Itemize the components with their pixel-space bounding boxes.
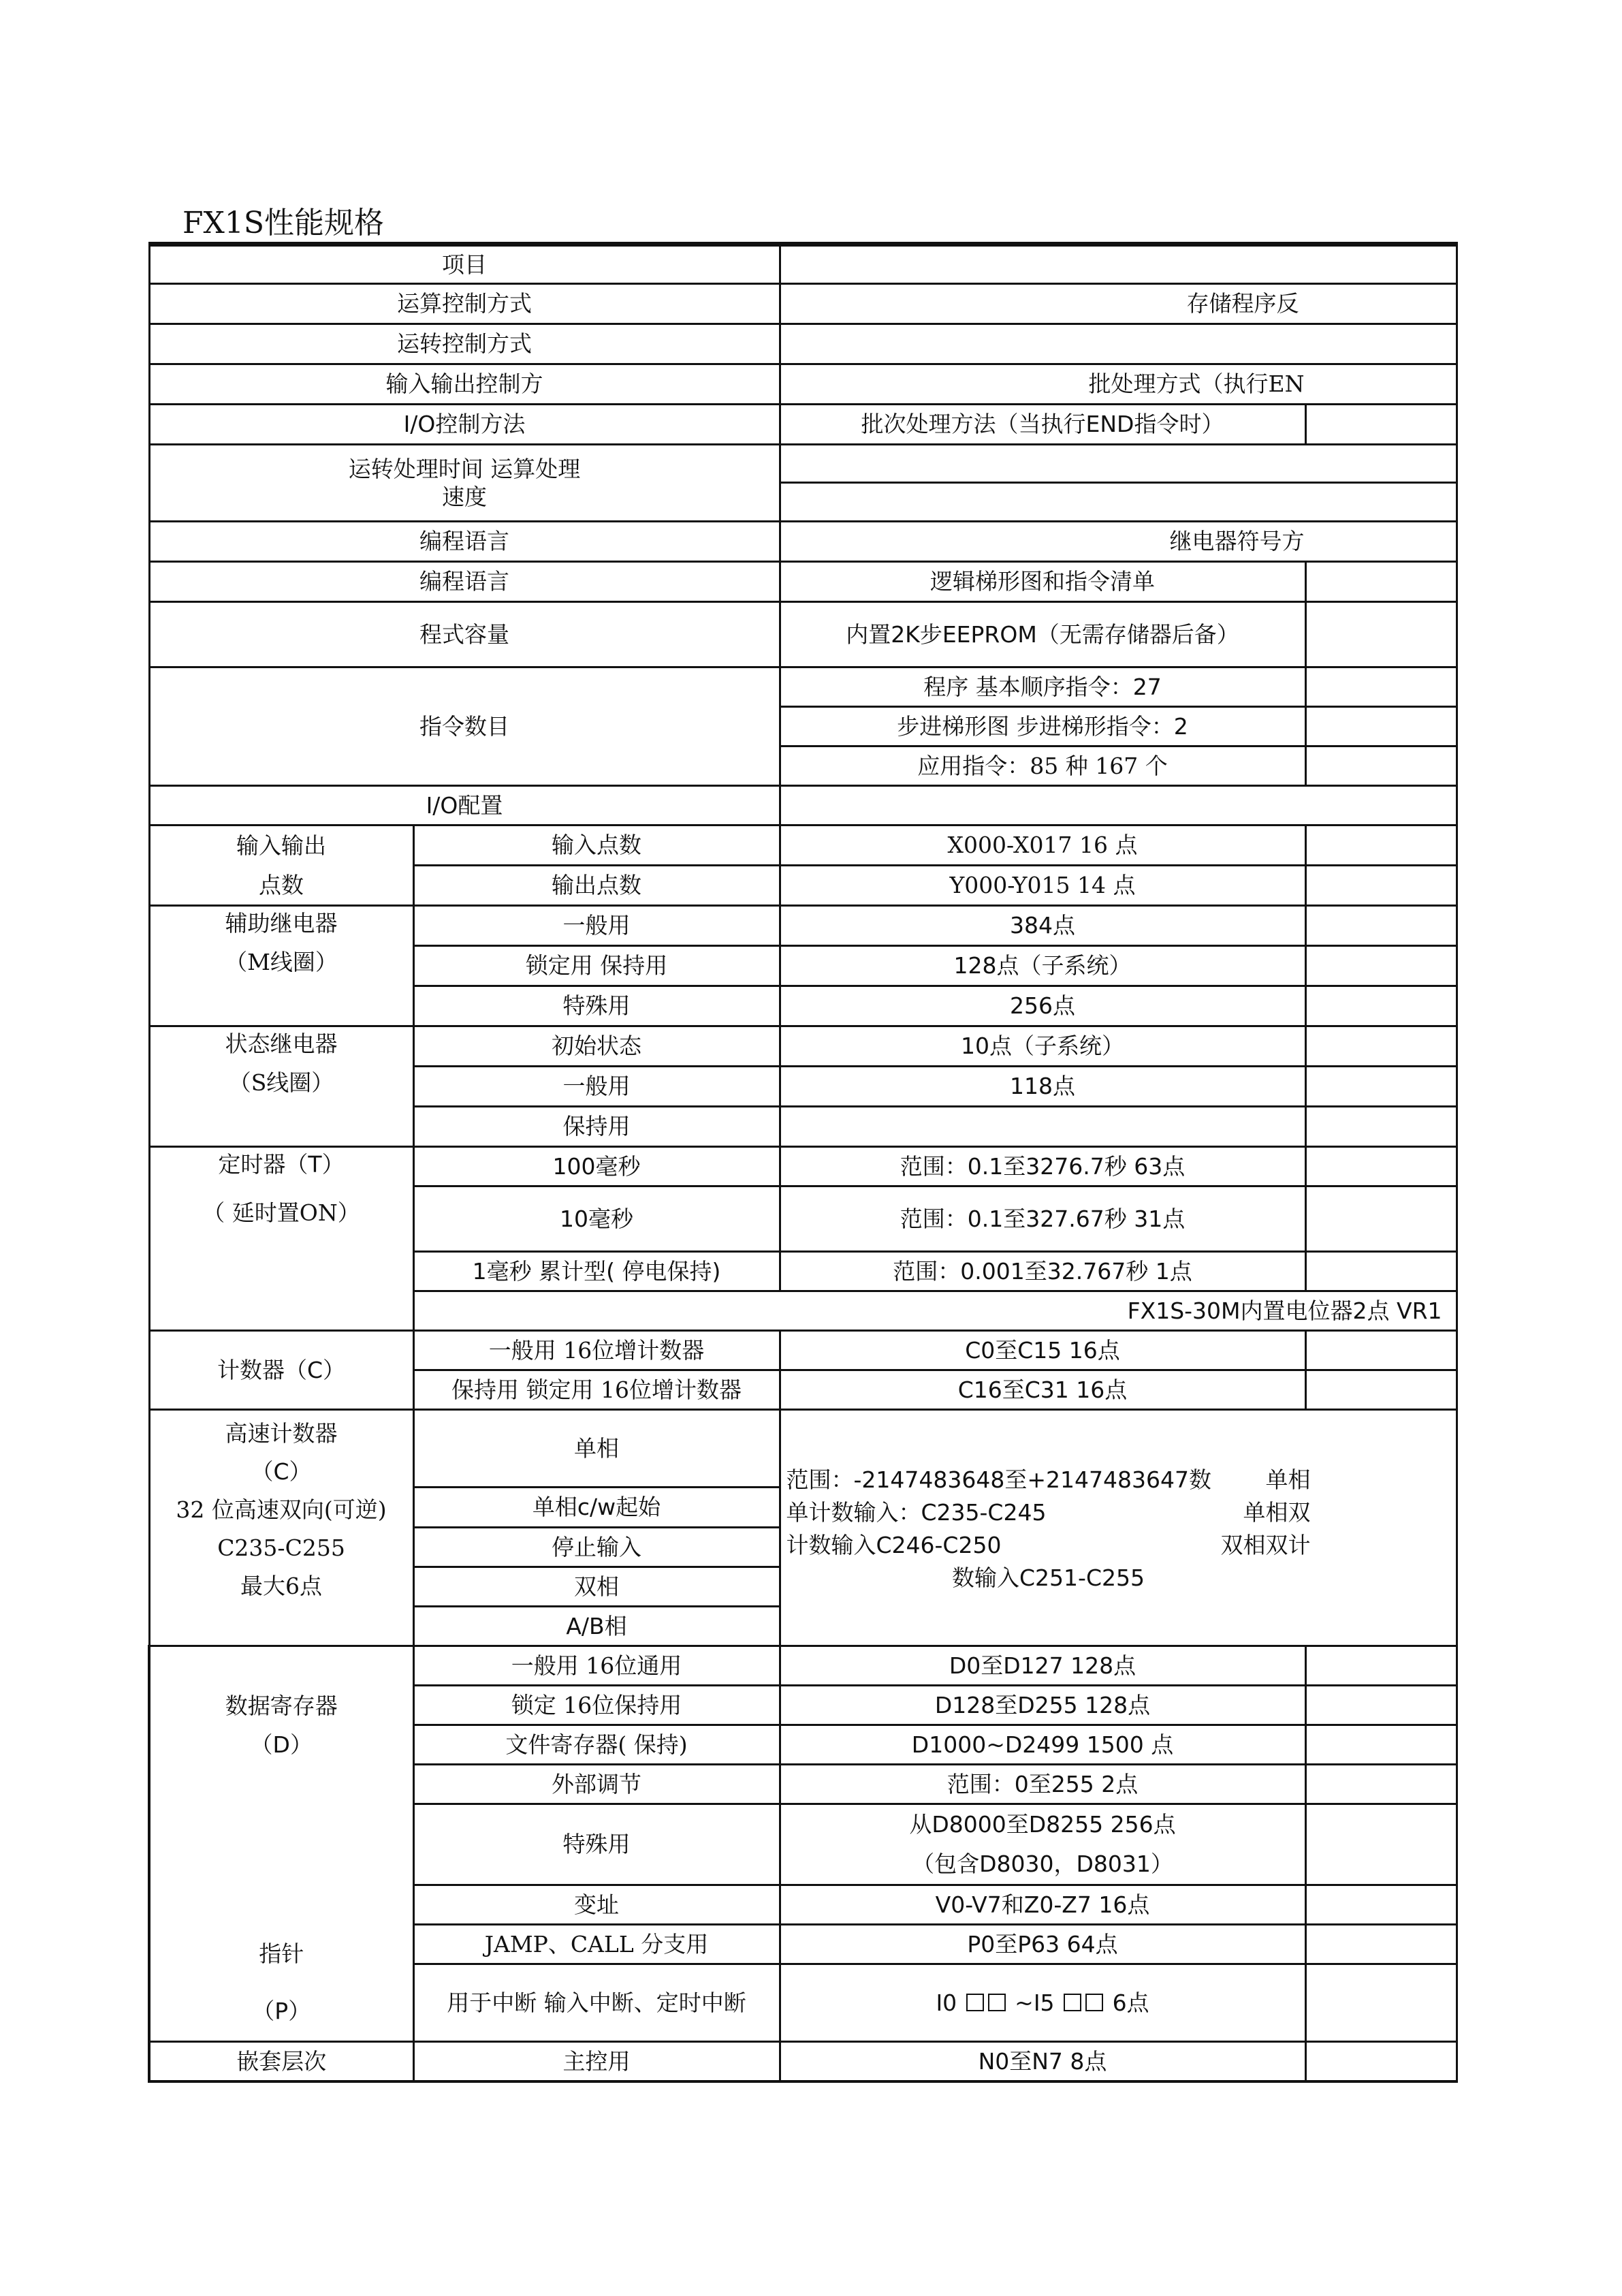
item-label: 双相 (413, 1567, 780, 1607)
table-row (149, 906, 1457, 946)
placeholder-box-icon (988, 1994, 1006, 2011)
item-label: A/B相 (413, 1607, 780, 1646)
group-label (149, 1410, 413, 1646)
item-label: 输出点数 (413, 866, 780, 906)
cut-off-cell (1305, 1331, 1457, 1370)
row-label: 运算控制方式 (149, 284, 780, 324)
row-label: 输入输出控制方 (149, 364, 780, 405)
item-value: D1000~D2499 1500 点 (780, 1725, 1305, 1765)
label-line: C235-C255 (217, 1535, 345, 1561)
item-label: 特殊用 (413, 986, 780, 1026)
item-value (780, 1964, 1305, 2042)
label-line: （M线圈） (225, 949, 338, 976)
row-label: 程式容量 (149, 602, 780, 667)
group-label: 计数器（C） (149, 1331, 413, 1410)
row-value (780, 445, 1457, 483)
cut-off-cell (1305, 562, 1457, 602)
row-value (780, 324, 1457, 364)
table-row (149, 667, 1457, 707)
label-line: 点数 (259, 871, 304, 898)
item-value (780, 1107, 1305, 1147)
item-label: 1毫秒 累计型( 停电保持) (413, 1252, 780, 1291)
cut-off-cell (1305, 1026, 1457, 1067)
row-value: 存储程序反 (780, 284, 1457, 324)
label-line: （S线圈） (228, 1069, 334, 1097)
value-line: 从D8000至D8255 256点 (909, 1811, 1176, 1838)
item-value: 10点（子系统） (780, 1026, 1305, 1067)
item-value: C0至C15 16点 (780, 1331, 1305, 1370)
text-segment: 单计数输入：C235-C245 (786, 1499, 1047, 1526)
item-label: 保持用 (413, 1107, 780, 1147)
cut-off-cell (1305, 986, 1457, 1026)
label-line: 指针 (259, 1940, 304, 1967)
cut-off-cell (1305, 746, 1457, 786)
table-row (149, 522, 1457, 562)
group-label (149, 825, 413, 906)
item-value: X000-X017 16 点 (780, 825, 1305, 866)
item-value (780, 1410, 1457, 1646)
interrupt-count: 6点 (1112, 1989, 1149, 2016)
row-value: 内置2K步EEPROM（无需存储器后备） (780, 602, 1305, 667)
item-label: 外部调节 (413, 1765, 780, 1804)
cut-off-cell (1305, 1725, 1457, 1765)
cut-off-cell (1305, 866, 1457, 906)
label-line: （D） (250, 1731, 313, 1759)
label-line: 最大6点 (240, 1573, 322, 1599)
row-value (780, 483, 1457, 522)
table-row (149, 245, 1457, 284)
item-label: 保持用 锁定用 16位增计数器 (413, 1370, 780, 1410)
table-row (149, 445, 1457, 483)
row-label: 指令数目 (149, 667, 780, 786)
item-label: 文件寄存器( 保持) (413, 1725, 780, 1765)
item-label: 锁定用 保持用 (413, 946, 780, 986)
item-value: V0-V7和Z0-Z7 16点 (780, 1885, 1305, 1925)
cut-off-cell (1305, 1067, 1457, 1107)
cut-off-cell (1305, 1646, 1457, 1686)
cut-off-cell (1305, 1147, 1457, 1186)
item-label: 一般用 16位增计数器 (413, 1331, 780, 1370)
table-row (149, 825, 1457, 866)
label-line: （C） (251, 1458, 312, 1485)
label-line: （ 延时置ON） (202, 1199, 360, 1227)
item-value: 384点 (780, 906, 1305, 946)
row-value (780, 786, 1457, 825)
cut-off-cell (1305, 1765, 1457, 1804)
item-value: 范围：0.1至3276.7秒 63点 (780, 1147, 1305, 1186)
cut-off-cell (1305, 1885, 1457, 1925)
row-label: 项目 (149, 245, 780, 284)
row-value: 逻辑梯形图和指令清单 (780, 562, 1305, 602)
label-line: 辅助继电器 (225, 910, 338, 937)
cut-off-cell (1305, 1107, 1457, 1147)
spec-table-viewport (148, 242, 1442, 2091)
item-value: Y000-Y015 14 点 (780, 866, 1305, 906)
cut-off-cell (1305, 1186, 1457, 1252)
label-line: 输入输出 (236, 832, 326, 860)
cut-off-cell (1305, 602, 1457, 667)
interrupt-start: I0 (936, 1989, 957, 2016)
item-value: 256点 (780, 986, 1305, 1026)
item-value: D128至D255 128点 (780, 1686, 1305, 1725)
item-label: JAMP、CALL 分支用 (413, 1925, 780, 1964)
label-line: 高速计数器 (225, 1420, 338, 1447)
cut-off-cell (1305, 1370, 1457, 1410)
row-value: 批次处理方法（当执行END指令时） (780, 405, 1305, 445)
item-label: 锁定 16位保持用 (413, 1686, 780, 1725)
text-line (786, 1529, 1311, 1562)
cut-off-cell (1305, 1804, 1457, 1885)
cut-off-cell (1305, 906, 1457, 946)
placeholder-box-icon (966, 1994, 984, 2011)
table-row (149, 1646, 1457, 1686)
label-line: （P） (252, 1997, 311, 2024)
row-value: 程序 基本顺序指令：27 (780, 667, 1305, 707)
item-value: P0至P63 64点 (780, 1925, 1305, 1964)
value-line: （包含D8030，D8031） (912, 1851, 1173, 1877)
cut-off-cell (1305, 1686, 1457, 1725)
item-label: 初始状态 (413, 1026, 780, 1067)
row-label: I/O控制方法 (149, 405, 780, 445)
row-label: I/O配置 (149, 786, 780, 825)
label-line: 速度 (442, 484, 487, 510)
row-label: 运转控制方式 (149, 324, 780, 364)
item-value: FX1S-30M内置电位器2点 VR1 (413, 1291, 1457, 1331)
table-row (149, 562, 1457, 602)
document-title: FX1S性能规格 (182, 206, 384, 240)
text-segment: 计数输入C246-C250 (786, 1532, 1002, 1558)
item-value: 118点 (780, 1067, 1305, 1107)
table-row (149, 1925, 1457, 1964)
table-row (149, 1147, 1457, 1186)
cut-off-cell (1305, 1252, 1457, 1291)
text-line (786, 1562, 1311, 1594)
spec-table (148, 242, 1458, 2083)
text-segment: 范围：-2147483648至+2147483647数 (786, 1466, 1211, 1493)
group-label (149, 1646, 413, 1925)
interrupt-end: ~I5 (1015, 1989, 1055, 2016)
table-row (149, 2042, 1457, 2081)
table-row (149, 324, 1457, 364)
item-label: 停止输入 (413, 1528, 780, 1567)
group-label (149, 1147, 413, 1331)
row-label (149, 445, 780, 522)
item-value: 128点（子系统） (780, 946, 1305, 986)
row-value (780, 245, 1457, 284)
text-segment: 单相 (1265, 1466, 1311, 1493)
table-row (149, 364, 1457, 405)
item-value: C16至C31 16点 (780, 1370, 1305, 1410)
table-row (149, 602, 1457, 667)
row-label: 编程语言 (149, 562, 780, 602)
text-line (786, 1496, 1311, 1529)
text-segment: 数输入C251-C255 (952, 1564, 1145, 1591)
group-label (149, 1026, 413, 1147)
item-label: 特殊用 (413, 1804, 780, 1885)
item-label: 变址 (413, 1885, 780, 1925)
row-value: 继电器符号方 (780, 522, 1457, 562)
label-line: 定时器（T） (218, 1151, 345, 1178)
row-value: 步进梯形图 步进梯形指令：2 (780, 707, 1305, 746)
text-segment: 单相双 (1243, 1499, 1311, 1526)
group-label (149, 1925, 413, 2042)
item-label: 单相 (413, 1410, 780, 1488)
label-line: 状态继电器 (225, 1031, 338, 1057)
placeholder-box-icon (1085, 1994, 1103, 2011)
text-segment: 双相双计 (1220, 1532, 1311, 1558)
row-label: 编程语言 (149, 522, 780, 562)
cut-off-cell (1305, 667, 1457, 707)
label-line: 运转处理时间 运算处理 (348, 455, 581, 482)
item-label: 一般用 16位通用 (413, 1646, 780, 1686)
item-label: 10毫秒 (413, 1186, 780, 1252)
item-value: N0至N7 8点 (780, 2042, 1305, 2081)
item-label: 单相c/w起始 (413, 1488, 780, 1528)
item-label: 用于中断 输入中断、定时中断 (413, 1964, 780, 2042)
item-label: 输入点数 (413, 825, 780, 866)
table-row (149, 1331, 1457, 1370)
cut-off-cell (1305, 825, 1457, 866)
label-line: 32 位高速双向(可逆) (176, 1496, 387, 1523)
text-line (786, 1464, 1311, 1496)
cut-off-cell (1305, 707, 1457, 746)
cut-off-cell (1305, 946, 1457, 986)
cut-off-cell (1305, 405, 1457, 445)
table-row (149, 1026, 1457, 1067)
group-label (149, 906, 413, 1026)
row-value: 应用指令：85 种 167 个 (780, 746, 1305, 786)
item-label: 主控用 (413, 2042, 780, 2081)
item-label: 一般用 (413, 1067, 780, 1107)
item-label: 100毫秒 (413, 1147, 780, 1186)
row-value: 批处理方式（执行EN (780, 364, 1457, 405)
item-value: 范围：0至255 2点 (780, 1765, 1305, 1804)
item-value: 范围：0.001至32.767秒 1点 (780, 1252, 1305, 1291)
table-row (149, 786, 1457, 825)
group-label: 嵌套层次 (149, 2042, 413, 2081)
table-row (149, 284, 1457, 324)
cut-off-cell (1305, 1925, 1457, 1964)
table-row (149, 1410, 1457, 1488)
table-row (149, 405, 1457, 445)
item-label: 一般用 (413, 906, 780, 946)
cut-off-cell (1305, 2042, 1457, 2081)
label-line: 数据寄存器 (225, 1693, 338, 1719)
placeholder-box-icon (1064, 1994, 1081, 2011)
item-value: 范围：0.1至327.67秒 31点 (780, 1186, 1305, 1252)
item-value: D0至D127 128点 (780, 1646, 1305, 1686)
cut-off-cell (1305, 1964, 1457, 2042)
item-value (780, 1804, 1305, 1885)
